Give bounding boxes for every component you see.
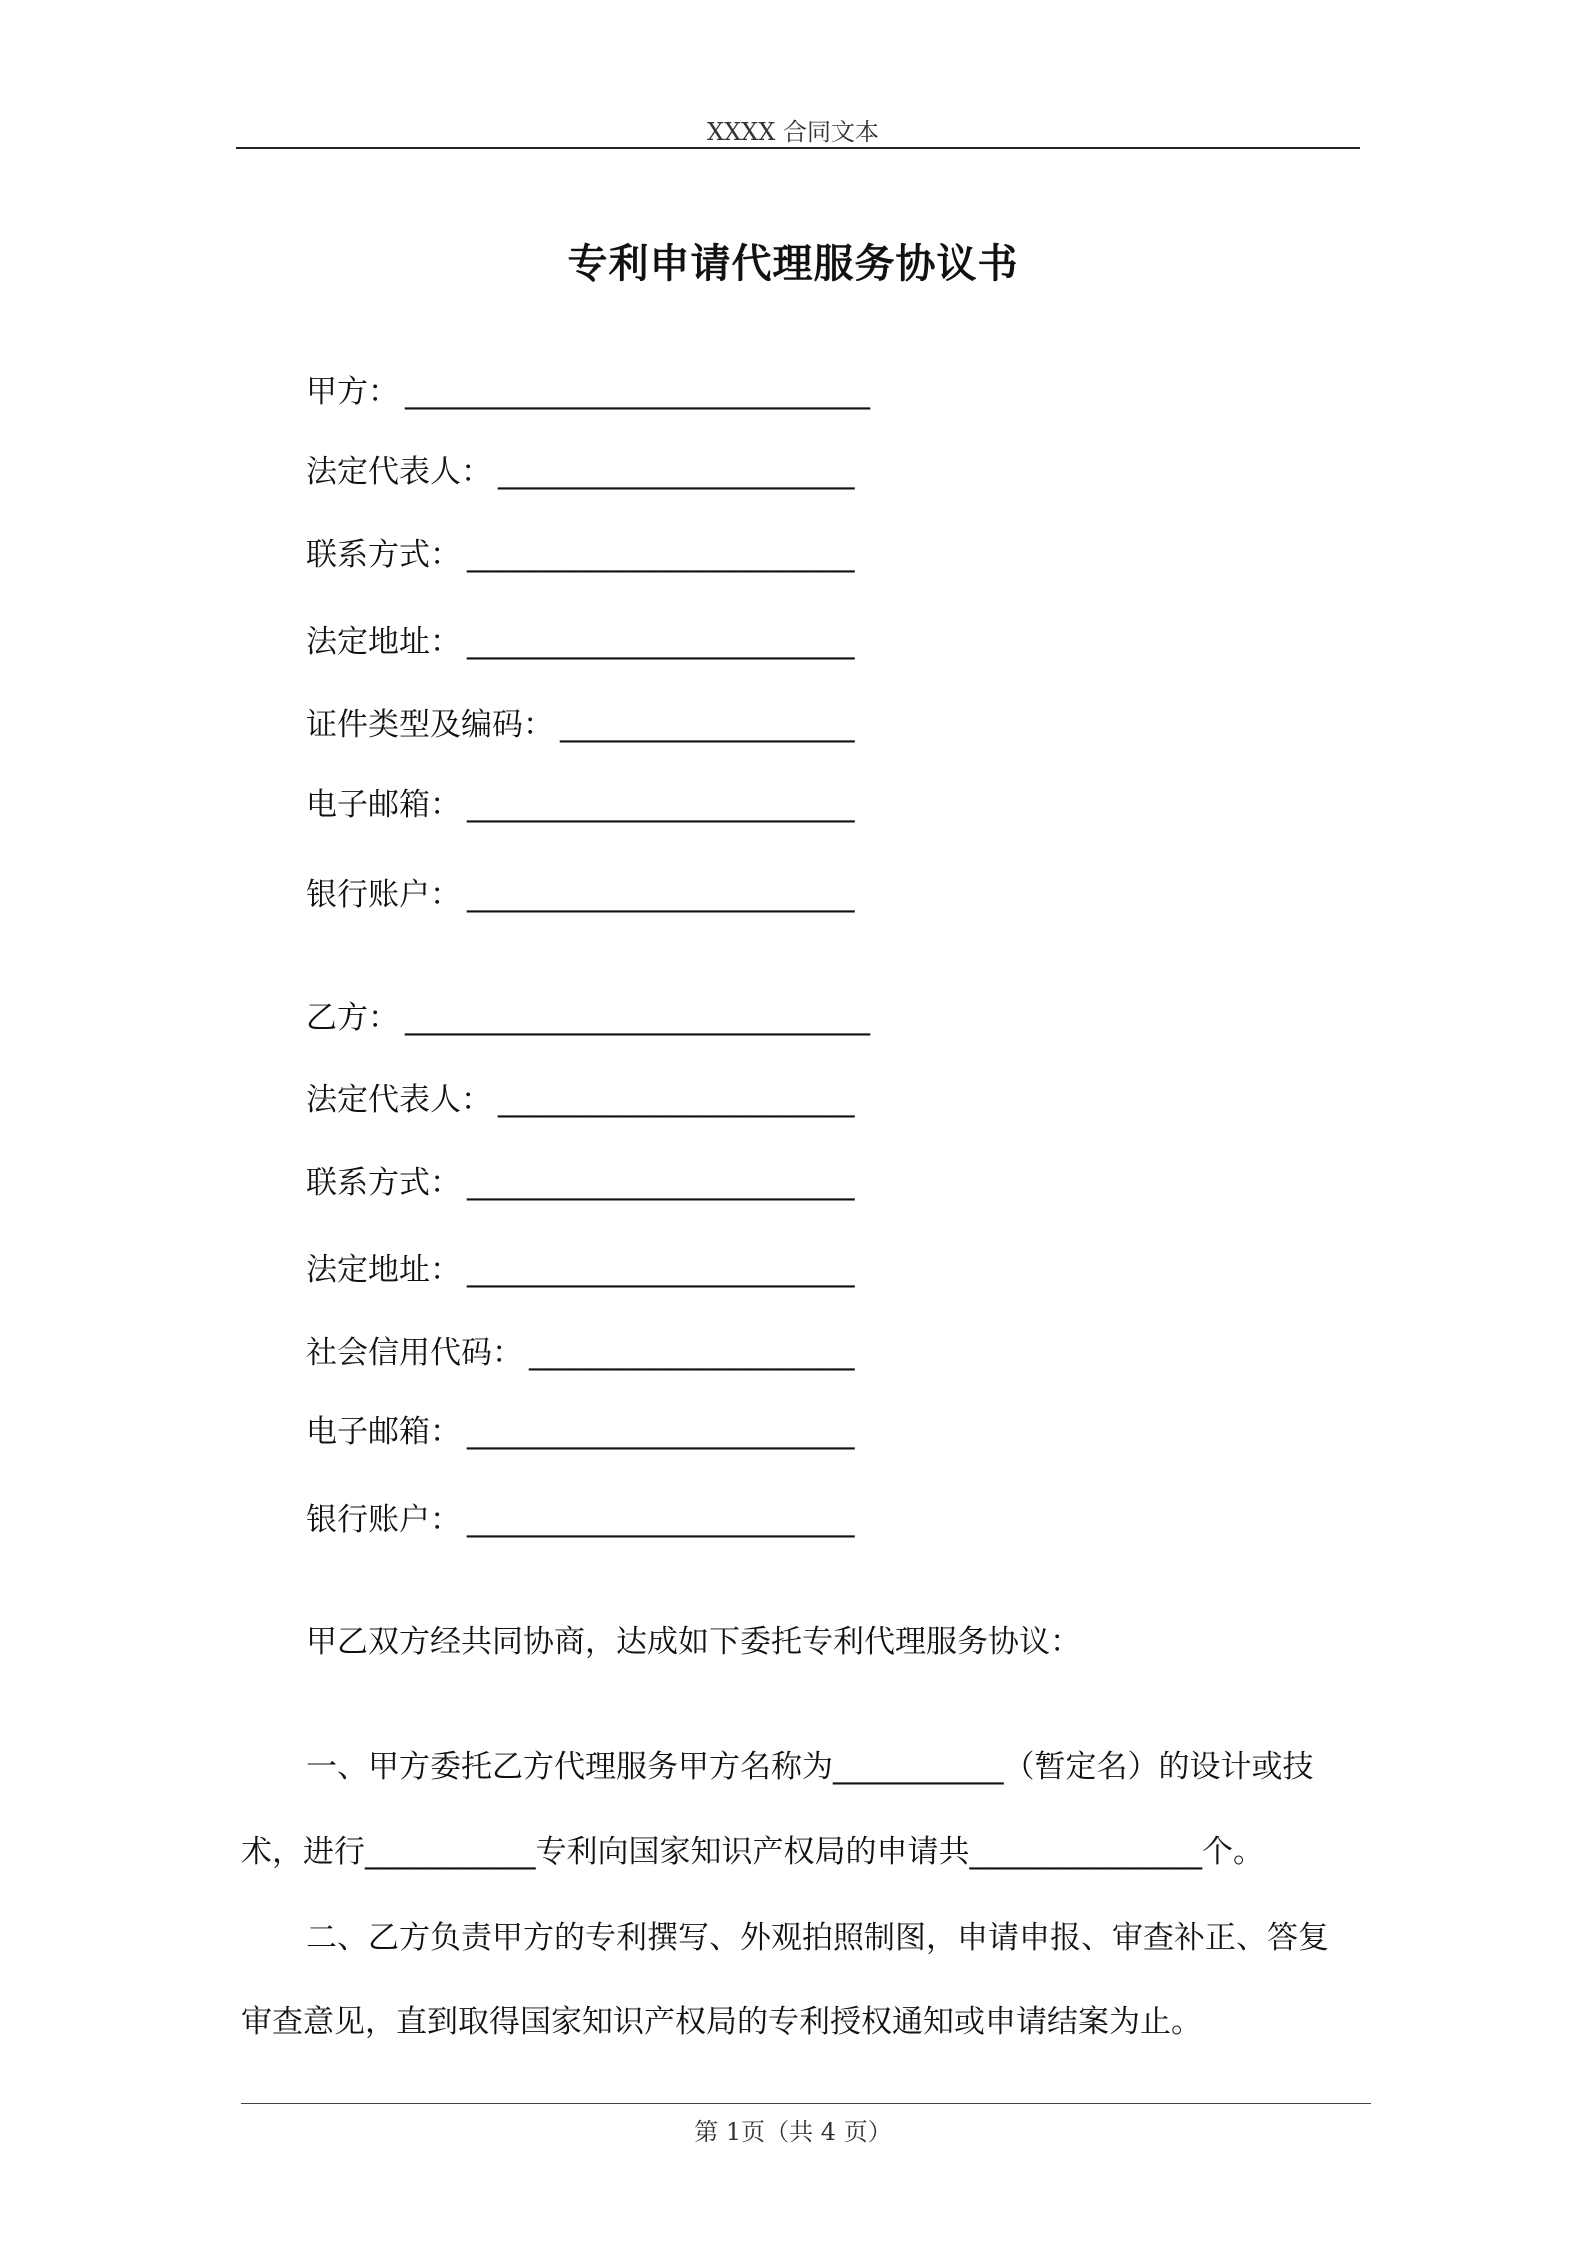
field-blank: ______________________________ — [405, 1000, 870, 1036]
field-blank: _________________________ — [467, 1252, 855, 1288]
field-blank: _______________________ — [498, 1082, 855, 1118]
document-title: 专利申请代理服务协议书 — [567, 241, 1019, 287]
field-label: 联系方式： — [306, 537, 461, 573]
party-b-email-field — [306, 1412, 855, 1452]
header-title: XXXX 合同文本 — [707, 118, 879, 146]
party-a-contact-field — [306, 535, 855, 575]
field-blank: ______________________________ — [405, 374, 870, 410]
page-number: 第 1页（共 4 页） — [694, 2118, 892, 2146]
clause-2-line-1: 二、乙方负责甲方的专利撰写、外观拍照制图，申请申报、审查补正、答复 — [306, 1920, 1329, 1956]
party-a-legal-rep-field — [306, 452, 855, 492]
field-label: 法定代表人： — [306, 1082, 492, 1118]
field-blank: _________________________ — [467, 1414, 855, 1450]
intro-paragraph: 甲乙双方经共同协商，达成如下委托专利代理服务协议： — [306, 1624, 1081, 1660]
party-b-name-field — [306, 998, 870, 1038]
party-a-id-field — [306, 705, 855, 745]
field-label: 甲方： — [306, 374, 399, 410]
field-label: 乙方： — [306, 1000, 399, 1036]
party-b-contact-field — [306, 1163, 855, 1203]
clause-1-line-1: 一、甲方委托乙方代理服务甲方名称为___________（暂定名）的设计或技 — [306, 1749, 1314, 1785]
field-blank: _________________________ — [467, 1502, 855, 1538]
header-divider — [236, 147, 1360, 149]
field-blank: _________________________ — [467, 624, 855, 660]
field-label: 法定地址： — [306, 624, 461, 660]
field-label: 法定代表人： — [306, 454, 492, 490]
party-a-address-field — [306, 622, 855, 662]
field-blank: _______________________ — [498, 454, 855, 490]
field-label: 法定地址： — [306, 1252, 461, 1288]
party-b-address-field — [306, 1250, 855, 1290]
field-label: 证件类型及编码： — [306, 707, 554, 743]
field-label: 电子邮箱： — [306, 1414, 461, 1450]
party-a-email-field — [306, 785, 855, 825]
field-blank: _________________________ — [467, 787, 855, 823]
field-blank: _____________________ — [529, 1335, 855, 1371]
party-b-credit-code-field — [306, 1333, 855, 1373]
party-b-legal-rep-field — [306, 1080, 855, 1120]
field-label: 电子邮箱： — [306, 787, 461, 823]
field-label: 社会信用代码： — [306, 1335, 523, 1371]
party-a-bank-field — [306, 875, 855, 915]
field-blank: _________________________ — [467, 537, 855, 573]
field-blank: ___________________ — [560, 707, 855, 743]
clause-1-line-2: 术，进行___________专利向国家知识产权局的申请共_______________个。 — [241, 1834, 1264, 1870]
field-label: 银行账户： — [306, 1502, 461, 1538]
party-b-bank-field — [306, 1500, 855, 1540]
field-blank: _________________________ — [467, 877, 855, 913]
footer-divider — [241, 2103, 1371, 2104]
party-a-name-field — [306, 372, 870, 412]
field-label: 联系方式： — [306, 1165, 461, 1201]
clause-2-line-2: 审查意见，直到取得国家知识产权局的专利授权通知或申请结案为止。 — [241, 2004, 1202, 2040]
field-label: 银行账户： — [306, 877, 461, 913]
field-blank: _________________________ — [467, 1165, 855, 1201]
